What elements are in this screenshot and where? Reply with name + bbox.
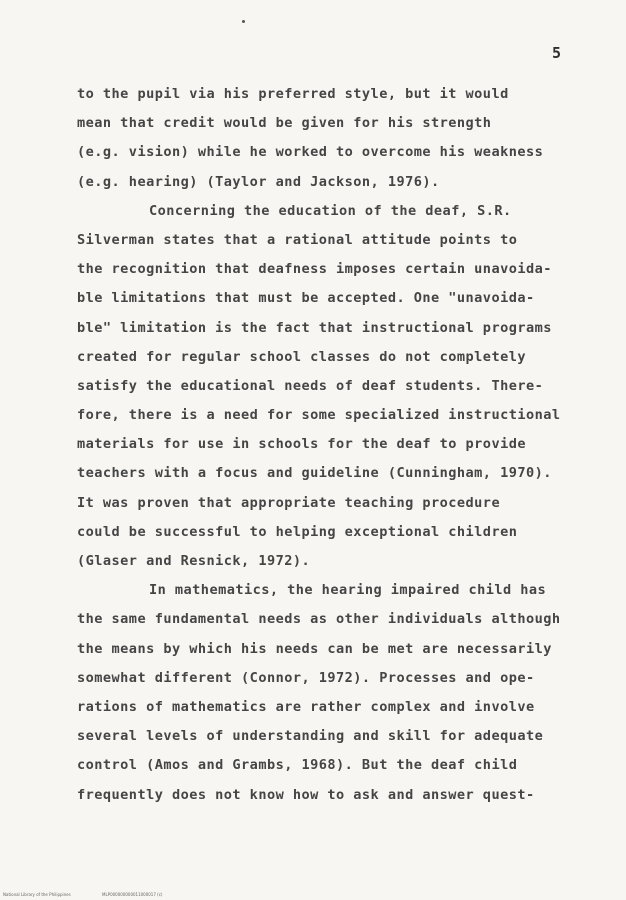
- text-line: somewhat different (Connor, 1972). Processes and ope-: [77, 669, 535, 686]
- text-line: several levels of understanding and skill for adequate: [77, 728, 544, 745]
- text-line: could be successful to helping exceptional children: [77, 523, 518, 540]
- text-line: rations of mathematics are rather complex and involve: [77, 698, 535, 715]
- text-line: fore, there is a need for some specialized instructional: [77, 407, 561, 424]
- text-line: frequently does not know how to ask and answer quest-: [77, 786, 535, 803]
- text-line: the same fundamental needs as other individuals although: [77, 611, 561, 628]
- text-line: satisfy the educational needs of deaf students. There-: [77, 377, 544, 394]
- text-line: to the pupil via his preferred style, but it would: [77, 86, 509, 102]
- text-line: (e.g. vision) while he worked to overcome his weakness: [77, 144, 544, 161]
- body-text: [77, 80, 597, 810]
- scan-speck: [242, 20, 245, 23]
- text-line: ble" limitation is the fact that instructional programs: [77, 319, 552, 336]
- text-line: control (Amos and Grambs, 1968). But the deaf child: [77, 757, 518, 774]
- text-line: (e.g. hearing) (Taylor and Jackson, 1976).: [77, 173, 440, 190]
- footer-code: MLP000000000011000017 (c): [102, 892, 163, 897]
- text-line: It was proven that appropriate teaching procedure: [77, 494, 501, 511]
- text-line: (Glaser and Resnick, 1972).: [77, 553, 311, 569]
- page-number: 5: [552, 44, 562, 62]
- footer-library: National Library of the Philippines: [3, 892, 71, 897]
- text-line: mean that credit would be given for his strength: [77, 115, 492, 132]
- paragraph-start-line: Concerning the education of the deaf, S.R.: [149, 202, 512, 219]
- text-line: the recognition that deafness imposes certain unavoida-: [77, 261, 552, 278]
- text-line: created for regular school classes do not completely: [77, 348, 526, 365]
- text-line: teachers with a focus and guideline (Cunningham, 1970).: [77, 465, 552, 482]
- text-line: the means by which his needs can be met are necessarily: [77, 640, 552, 657]
- text-line: materials for use in schools for the deaf to provide: [77, 436, 526, 453]
- scan-footer: [3, 892, 193, 897]
- text-line: Silverman states that a rational attitude points to: [77, 231, 518, 248]
- text-line: ble limitations that must be accepted. One "unavoida-: [77, 290, 535, 307]
- paragraph-start-line: In mathematics, the hearing impaired child has: [149, 582, 547, 599]
